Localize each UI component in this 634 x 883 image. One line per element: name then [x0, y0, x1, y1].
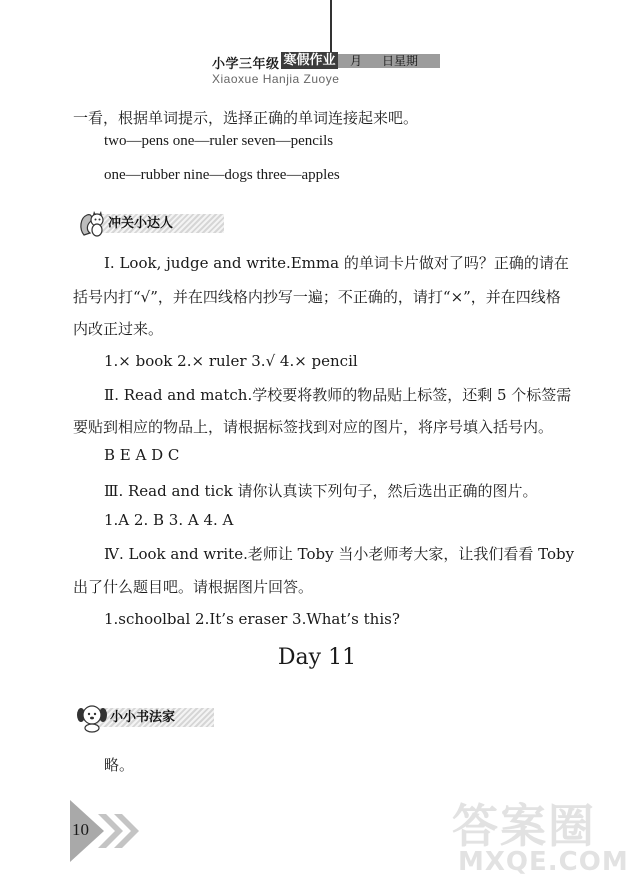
- q1-instruction-line-1: Ⅰ. Look, judge and write.Emma 的单词卡片做对了吗？正确的请在: [104, 254, 569, 272]
- section-badge-calligraphy: [76, 703, 226, 729]
- section-title-challenge: 冲关小达人: [108, 216, 174, 231]
- q3-instruction: Ⅲ. Read and tick 请你认真读下列句子，然后选出正确的图片。: [104, 482, 538, 500]
- q1-answer: 1.× book 2.× ruler 3.√ 4.× pencil: [104, 352, 358, 370]
- header-vertical-rule: [330, 0, 332, 58]
- puppy-mascot-icon: [76, 703, 108, 733]
- section-title-calligraphy: 小小书法家: [110, 710, 176, 725]
- day-title: Day 11: [277, 645, 357, 670]
- q3-answer: 1.A 2. B 3. A 4. A: [104, 511, 234, 529]
- intro-answer-line-1: two—pens one—ruler seven—pencils: [104, 133, 334, 149]
- q4-instruction-line-1: Ⅳ. Look and write.老师让 Toby 当小老师考大家，让我们看看 Toby: [104, 545, 575, 563]
- header-date-bar: [338, 54, 440, 68]
- watermark-url: MXQE.COM: [458, 847, 629, 877]
- q2-answer: B E A D C: [104, 446, 180, 464]
- header-day-label: 日星期: [382, 54, 419, 68]
- header-book-label: 寒假作业: [281, 52, 338, 69]
- q4-instruction-line-2: 出了什么题目吧。请根据图片回答。: [73, 578, 314, 596]
- header-pinyin: Xiaoxue Hanjia Zuoye: [212, 72, 340, 86]
- q2-instruction-line-2: 要贴到相应的物品上，请根据标签找到对应的图片，将序号填入括号内。: [73, 418, 554, 436]
- q2-instruction-line-1: Ⅱ. Read and match.学校要将教师的物品贴上标签，还剩 5 个标签需: [104, 386, 572, 404]
- watermark-logo: 答案圈: [452, 799, 596, 853]
- section-badge-challenge: [78, 209, 228, 235]
- header-month-label: 月: [350, 54, 363, 68]
- intro-answer-line-2: one—rubber nine—dogs three—apples: [104, 167, 340, 183]
- q1-instruction-line-3: 内改正过来。: [73, 320, 164, 338]
- q1-instruction-line-2: 括号内打“√”，并在四线格内抄写一遍；不正确的，请打“×”，并在四线格: [73, 288, 561, 306]
- q4-answer: 1.schoolbal 2.It’s eraser 3.What’s this?: [104, 610, 400, 628]
- calligraphy-answer: 略。: [104, 756, 135, 774]
- intro-instruction: 一看，根据单词提示，选择正确的单词连接起来吧。: [73, 109, 419, 127]
- header-grade-label: 小学三年级: [212, 57, 280, 72]
- page-number: 10: [72, 820, 89, 839]
- squirrel-mascot-icon: [78, 209, 108, 239]
